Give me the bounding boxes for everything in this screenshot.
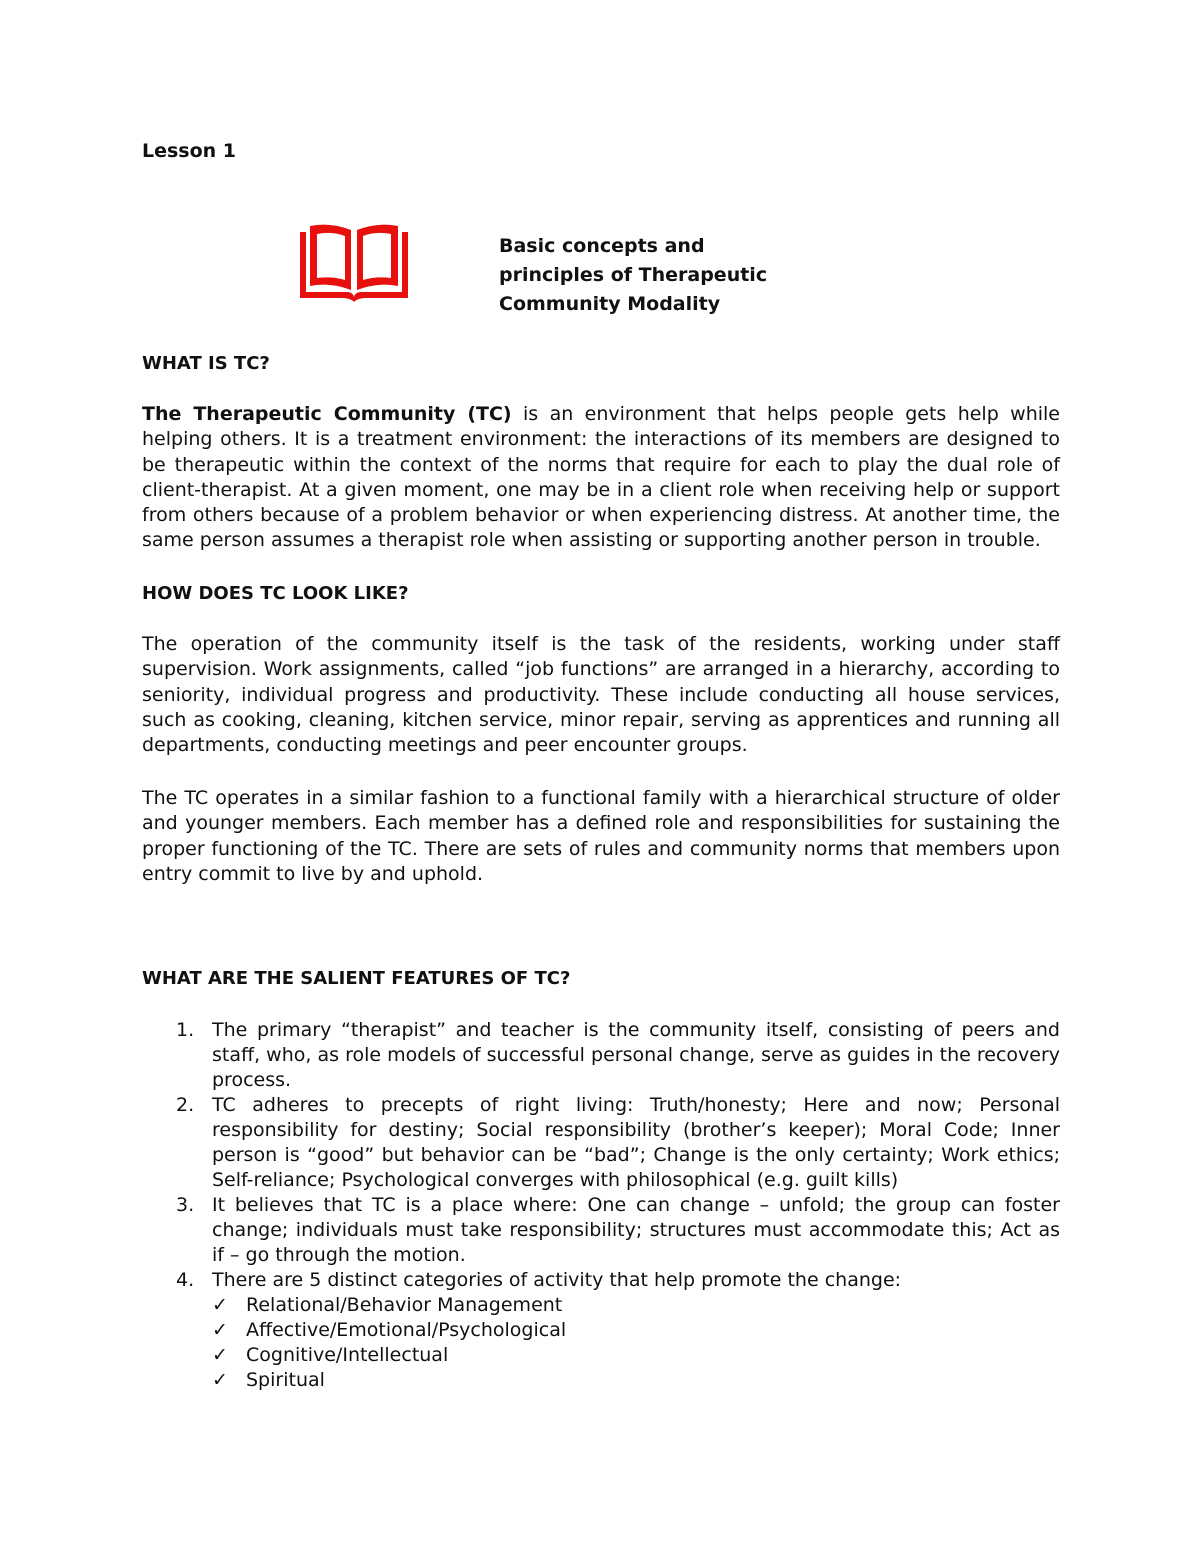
list-number: 3. xyxy=(176,1194,195,1216)
list-item xyxy=(142,1093,1060,1193)
paragraph-what-is-tc xyxy=(142,402,1060,554)
checkmark-icon: ✓ xyxy=(212,1344,228,1366)
definition-text: is an environment that helps people gets help while helping others. It is a treatment environment: the interactions of its members are designed to be therapeutic within the context of the norms that require for each to play the dual role of client-therapist. At a given moment, one may be in a client role when receiving help or support from others because of a problem behavior or when experiencing distress. At another time, the same person assumes a therapist role when assisting or supporting another person in trouble. xyxy=(142,403,1060,552)
category-label: Relational/Behavior Management xyxy=(246,1294,563,1316)
list-item xyxy=(142,1268,1060,1393)
category-item xyxy=(212,1368,1060,1393)
list-number: 1. xyxy=(176,1019,195,1041)
features-list xyxy=(142,1018,1060,1393)
category-item xyxy=(212,1318,1060,1343)
list-item-text: TC adheres to precepts of right living: Truth/honesty; Here and now; Personal responsibility for destiny; Social responsibility (brother’s keeper); Moral Code; Inner person is “good” but behavior can be “bad”; Change is the only certainty; Work ethics; Self-reliance; Psychological converges with philosophical (e.g. guilt kills) xyxy=(212,1094,1060,1191)
title-line: Basic concepts and xyxy=(499,235,705,257)
category-label: Spiritual xyxy=(246,1369,325,1391)
lesson-title xyxy=(499,232,767,319)
category-label: Affective/Emotional/Psychological xyxy=(246,1319,567,1341)
tc-term: The Therapeutic Community (TC) xyxy=(142,403,512,425)
book-icon xyxy=(300,222,408,302)
list-item-text: There are 5 distinct categories of activity that help promote the change: xyxy=(212,1269,902,1291)
category-item xyxy=(212,1343,1060,1368)
list-item-text: It believes that TC is a place where: One can change – unfold; the group can foster change; individuals must take responsibility; structures must accommodate this; Act as if – go through the motion. xyxy=(212,1194,1060,1266)
checkmark-icon: ✓ xyxy=(212,1369,228,1391)
list-item xyxy=(142,1018,1060,1093)
title-line: principles of Therapeutic xyxy=(499,264,768,286)
list-number: 2. xyxy=(176,1094,195,1116)
list-number: 4. xyxy=(176,1269,195,1291)
heading-how-does-tc-look: HOW DOES TC LOOK LIKE? xyxy=(142,583,409,604)
title-line: Community Modality xyxy=(499,293,721,315)
heading-salient-features: WHAT ARE THE SALIENT FEATURES OF TC? xyxy=(142,968,571,989)
list-item-text: The primary “therapist” and teacher is the community itself, consisting of peers and staff, who, as role models of successful personal change, serve as guides in the recovery process. xyxy=(212,1019,1060,1091)
paragraph-functional-family: The TC operates in a similar fashion to a functional family with a hierarchical structure of older and younger members. Each member has a defined role and responsibilities for sustaining the proper functioning of the TC. There are sets of rules and community norms that members upon entry commit to live by and uphold. xyxy=(142,787,1060,885)
checkmark-icon: ✓ xyxy=(212,1294,228,1316)
categories-list xyxy=(212,1293,1060,1393)
checkmark-icon: ✓ xyxy=(212,1319,228,1341)
category-label: Cognitive/Intellectual xyxy=(246,1344,449,1366)
heading-what-is-tc: WHAT IS TC? xyxy=(142,353,270,374)
lesson-label: Lesson 1 xyxy=(142,140,237,162)
paragraph-operation: The operation of the community itself is the task of the residents, working under staff supervision. Work assignments, called “job functions” are arranged in a hierarchy, according to seniority, individual progress and productivity. These include conducting all house services, such as cooking, cleaning, kitchen service, minor repair, serving as apprentices and running all departments, conducting meetings and peer encounter groups. xyxy=(142,633,1060,757)
category-item xyxy=(212,1293,1060,1318)
list-item xyxy=(142,1193,1060,1268)
